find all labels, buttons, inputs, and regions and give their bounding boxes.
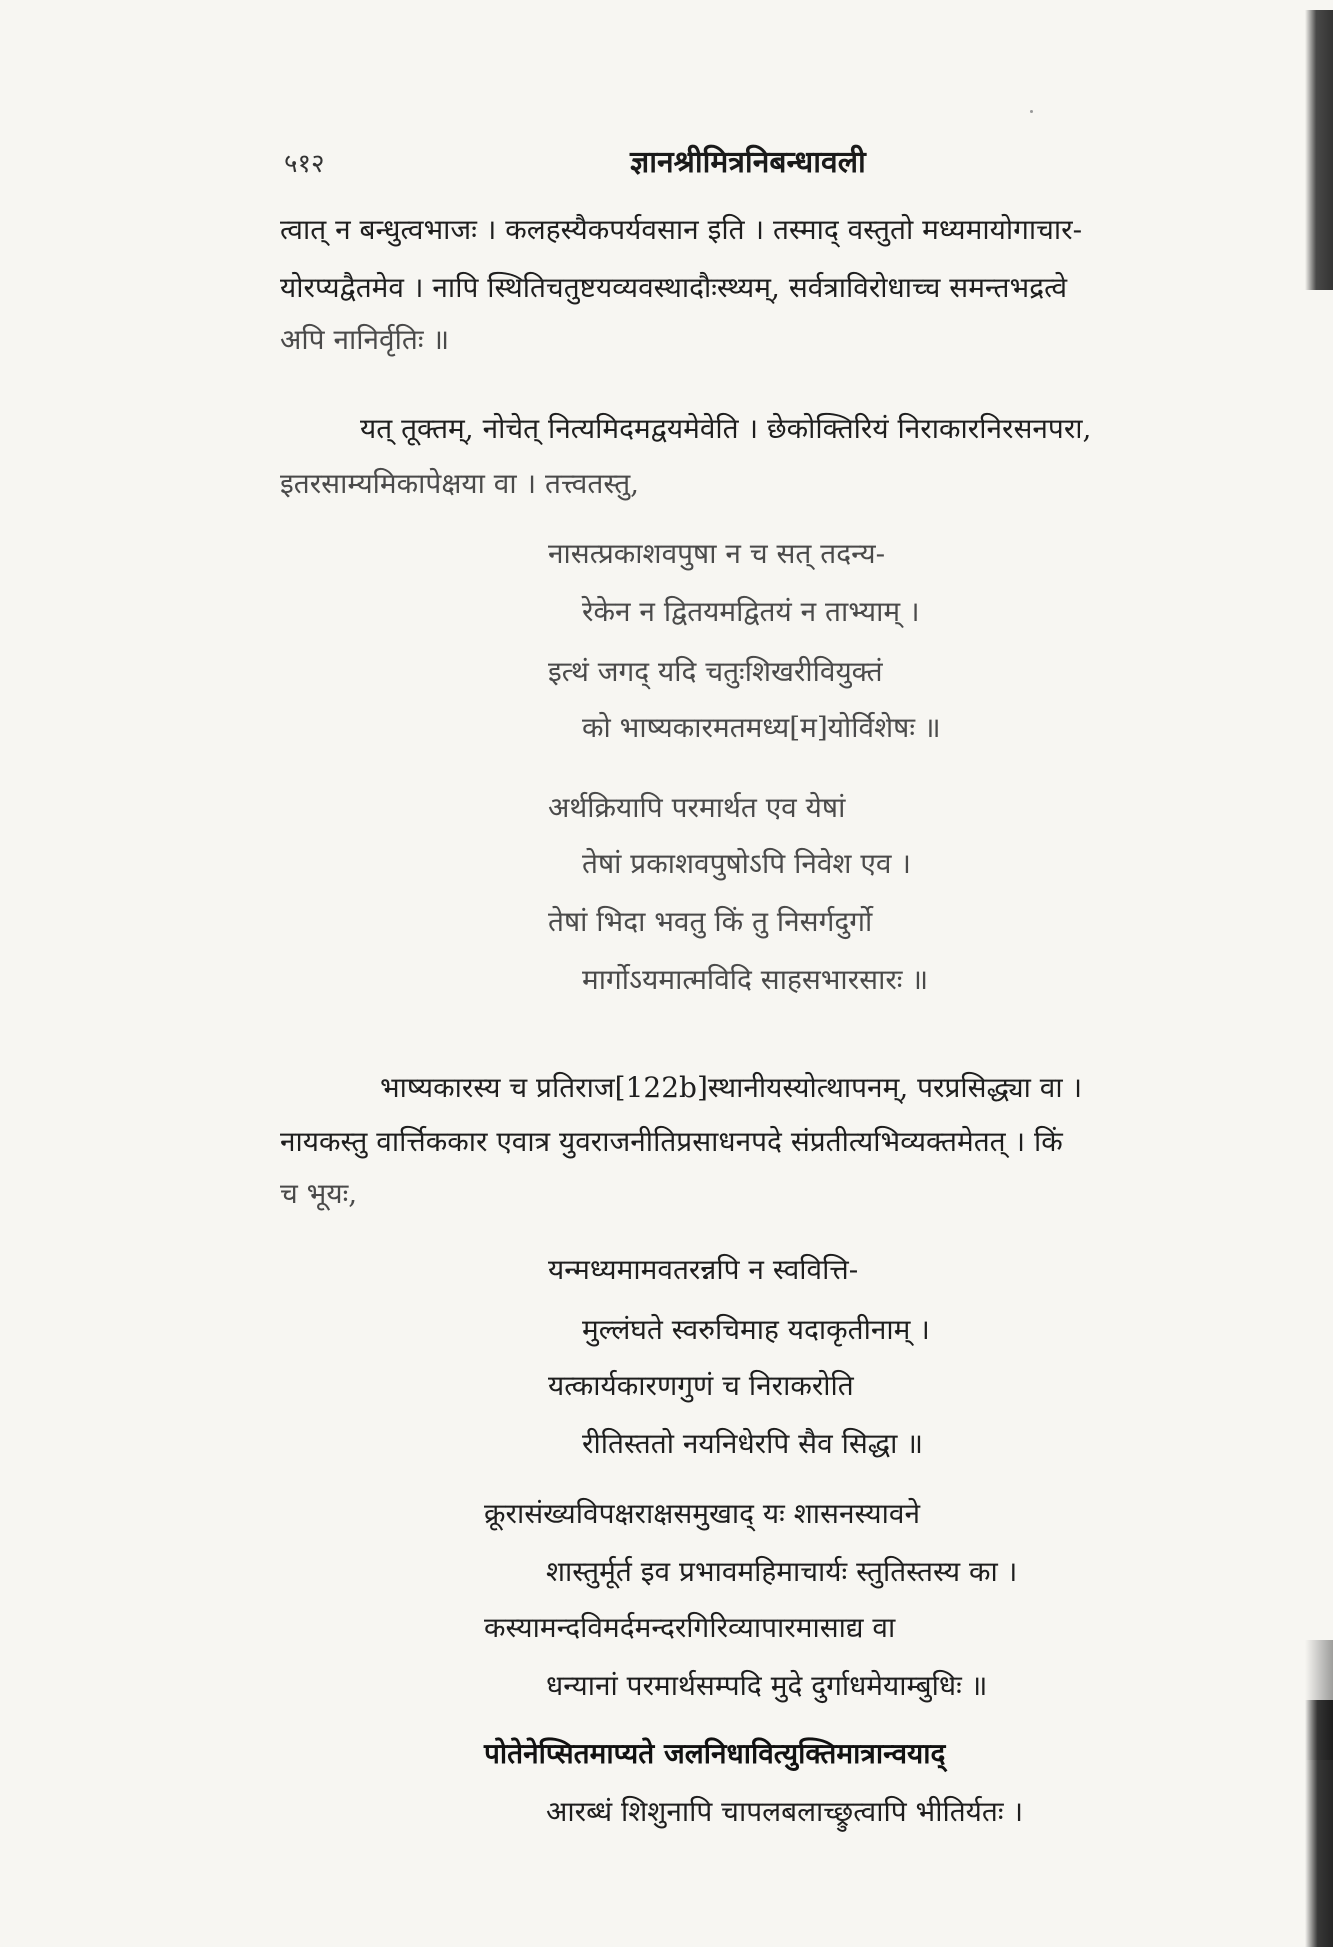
verse-2-line-4: मार्गोऽयमात्मविदि साहसभारसारः ॥	[582, 963, 929, 996]
scan-edge-shadow-bottom	[1305, 1700, 1333, 1947]
verse-1-line-4: को भाष्यकारमतमध्य[म]योर्विशेषः ॥	[582, 711, 941, 744]
paragraph-2-line-2: इतरसाम्यमिकापेक्षया वा । तत्त्वतस्तु,	[280, 467, 640, 500]
verse-3-line-2: मुल्लंघते स्वरुचिमाह यदाकृतीनाम् ।	[582, 1313, 930, 1346]
scan-edge-shadow-top	[1305, 10, 1333, 290]
verse-1-line-2: रेकेन न द्वितयमद्वितयं न ताभ्याम् ।	[582, 595, 920, 628]
paragraph-1-line-1: त्वात् न बन्धुत्वभाजः । कलहस्यैकपर्यवसान इति । तस्माद् वस्तुतो मध्यमायोगाचार-	[280, 213, 1083, 246]
paragraph-2-line-1: यत् तूक्तम्, नोचेत् नित्यमिदमद्वयमेवेति । छेकोक्तिरियं निराकारनिरसनपरा,	[360, 412, 1092, 445]
paragraph-3-line-2: नायकस्तु वार्त्तिककार एवात्र युवराजनीतिप्रसाधनपदे संप्रतीत्यभिव्यक्तमेतत् । किं	[280, 1125, 1063, 1158]
verse-4-line-4: धन्यानां परमार्थसम्पदि मुदे दुर्गाधमेयाम्बुधिः ॥	[546, 1669, 988, 1702]
verse-1-line-1: नासत्प्रकाशवपुषा न च सत् तदन्य-	[548, 537, 886, 570]
paragraph-1-line-2: योरप्यद्वैतमेव । नापि स्थितिचतुष्टयव्यवस्थादौःस्थ्यम्, सर्वत्राविरोधाच्च समन्तभद्रत्वे	[280, 271, 1068, 304]
verse-5-line-1: पोतेनेप्सितमाप्यते जलनिधावित्युक्तिमात्रान्वयाद्	[484, 1737, 946, 1770]
verse-2-line-1: अर्थक्रियापि परमार्थत एव येषां	[548, 791, 846, 824]
verse-2-line-2: तेषां प्रकाशवपुषोऽपि निवेश एव ।	[582, 847, 911, 880]
verse-3-line-4: रीतिस्ततो नयनिधेरपि सैव सिद्धा ॥	[582, 1427, 924, 1460]
page-header	[280, 138, 1240, 188]
paragraph-1-line-3: अपि नानिर्वृतिः ॥	[280, 323, 450, 356]
verse-3-line-1: यन्मध्यमामवतरन्नपि न स्ववित्ति-	[548, 1253, 859, 1286]
verse-3-line-3: यत्कार्यकारणगुणं च निराकरोति	[548, 1369, 854, 1402]
verse-4-line-1: क्रूरासंख्यविपक्षराक्षसमुखाद् यः शासनस्यावने	[484, 1497, 920, 1530]
paragraph-3-line-1: भाष्यकारस्य च प्रतिराज[122b]स्थानीयस्योत्थापनम्, परप्रसिद्ध्या वा ।	[380, 1071, 1083, 1104]
verse-2-line-3: तेषां भिदा भवतु किं तु निसर्गदुर्गो	[548, 905, 873, 938]
verse-1-line-3: इत्थं जगद् यदि चतुःशिखरीवियुक्तं	[548, 655, 883, 688]
verse-5-line-2: आरब्धं शिशुनापि चापलबलाच्छ्रुत्वापि भीतिर्यतः ।	[546, 1795, 1024, 1828]
running-title: ज्ञानश्रीमित्रनिबन्धावली	[630, 145, 866, 180]
verse-4-line-2: शास्तुर्मूर्त इव प्रभावमहिमाचार्यः स्तुतिस्तस्य का ।	[546, 1555, 1018, 1588]
page-number: ५१२	[284, 149, 325, 179]
scan-speck	[1030, 110, 1033, 113]
verse-4-line-3: कस्यामन्दविमर्दमन्दरगिरिव्यापारमासाद्य वा	[484, 1611, 896, 1644]
paragraph-3-line-3: च भूयः,	[280, 1177, 358, 1210]
